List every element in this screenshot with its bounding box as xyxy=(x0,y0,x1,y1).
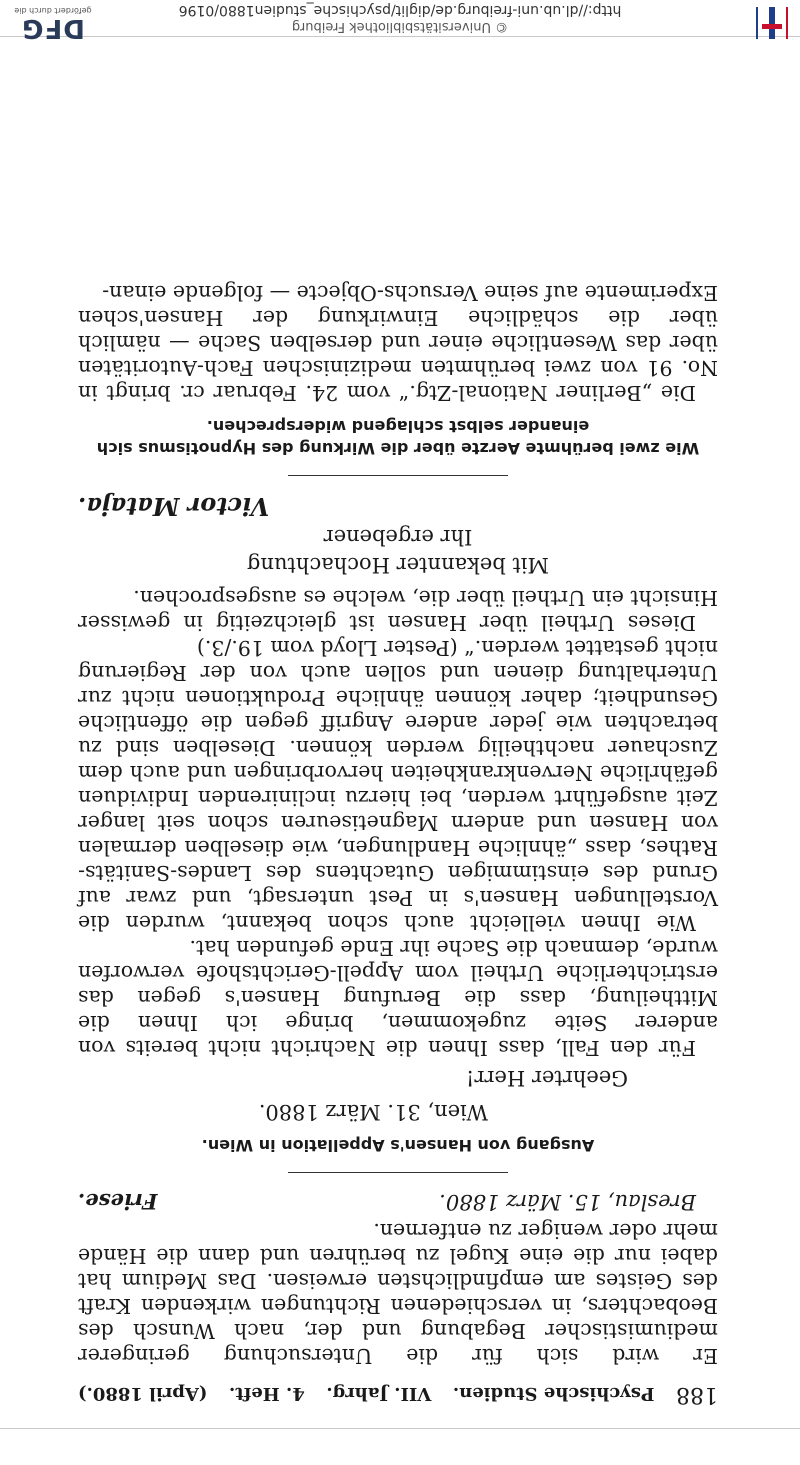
volume-label: VII. Jahrg. xyxy=(326,1383,432,1404)
closing-line: Mit bekannter Hochachtung xyxy=(246,553,550,577)
closing-line-2: Ihr ergebener xyxy=(323,525,473,549)
article2-paragraph-1: Für den Fall, dass Ihnen die Nachricht nicht bereits von anderer Seite zugekommen, bringe ich Ihnen die Mittheilung, dass die Berufung Hansen's gegen das erstrichterliche Urtheil vom Appell-Gerichtshofe verworfen wurde, demnach die Sache ihr Ende gefunden hat. xyxy=(78,936,718,1060)
article1-place-date: Breslau, 15. März 1880. xyxy=(439,1190,696,1214)
dfg-logo-mark: DFG xyxy=(21,13,85,43)
article2-title: Ausgang von Hansen's Appellation in Wien. xyxy=(201,1136,595,1155)
article2-dateline: Wien, 31. März 1880. xyxy=(258,1100,488,1124)
article2-salutation: Geehrter Herr! xyxy=(465,1066,628,1090)
page-number: 188 xyxy=(676,1382,718,1407)
source-url[interactable]: http://dl.ub.uni-freiburg.de/diglit/psychische_studien1880/0196 xyxy=(178,2,622,18)
article2-signature: Victor Mataja. xyxy=(78,492,270,521)
article3-paragraph: Die „Berliner National-Ztg.“ vom 24. Februar cr. bringt in No. 91 von zwei berühmten medizinischen Fach-Autoritäten über das Wesentliche einer und derselben Sache — nämlich über die schädliche Einwirkung der Hansen'schen Experimente auf seine Versuchs-Objecte — folgende einan- xyxy=(78,281,718,405)
dfg-logo-caption: gefördert durch die xyxy=(14,6,92,15)
library-header-bar xyxy=(0,1428,800,1465)
dfg-logo xyxy=(6,1,100,41)
section-divider-2 xyxy=(288,475,508,476)
issue-label: 4. Heft. xyxy=(228,1383,305,1404)
running-head xyxy=(78,1382,718,1407)
article2-paragraph-3: Dieses Urtheil über Hansen ist gleichzeitig in gewisser Hinsicht ein Urtheil über die, welche es ausgesprochen. xyxy=(78,586,718,635)
library-footer-bar xyxy=(0,0,800,37)
article1-paragraph: Er wird sich für die Untersuchung geringerer mediumistischer Begabung und der, nach Wunsch des Beobachters, in verschiedenen Richtungen wirkenden Kraft des Geistes am empfindlichsten erweisen. Das Medium hat dabei nur die eine Kugel zu berühren und dann die Hände mehr oder weniger zu entfernen. xyxy=(78,1219,718,1368)
copyright-notice: © Universitätsbibliothek Freiburg xyxy=(291,19,509,34)
section-divider xyxy=(288,1172,508,1173)
article2-closing xyxy=(78,523,718,579)
issue-date: (April 1880.) xyxy=(78,1383,208,1404)
article3-title: Wie zwei berühmte Aerzte über die Wirkung des Hypnotismus sich einander selbst schlagend widersprechen. xyxy=(96,417,700,458)
journal-title: Psychische Studien. xyxy=(452,1383,655,1404)
page-content xyxy=(78,280,718,1407)
article1-signature-line xyxy=(78,1189,718,1214)
freiburg-logo-icon xyxy=(752,3,792,43)
article1-signature: Friese. xyxy=(78,1189,158,1214)
article2-paragraph-2: Wie Ihnen vielleicht auch schon bekannt, wurden die Vorstellungen Hansen's in Pest untersagt, und zwar auf Grund des einstimmigen Gutachtens des Landes-Sanitäts-Rathes, dass „ähnliche Handlungen, wie dieselben dermalen von Hansen und andern Magnetiseuren schon seit langer Zeit ausgeführt werden, bei hierzu inclinirenden Individuen gefährliche Nervenkrankheiten hervorbringen und auch dem Zuschauer nachtheilig werden können. Dieselben sind zu betrachten wie jeder andere Angriff gegen die öffentliche Gesundheit; daher können ähnliche Produktionen nicht zur Unterhaltung dienen und sollen auch von der Regierung nicht gestattet werden.“ (Pester Lloyd vom 19./3.) xyxy=(78,636,718,935)
